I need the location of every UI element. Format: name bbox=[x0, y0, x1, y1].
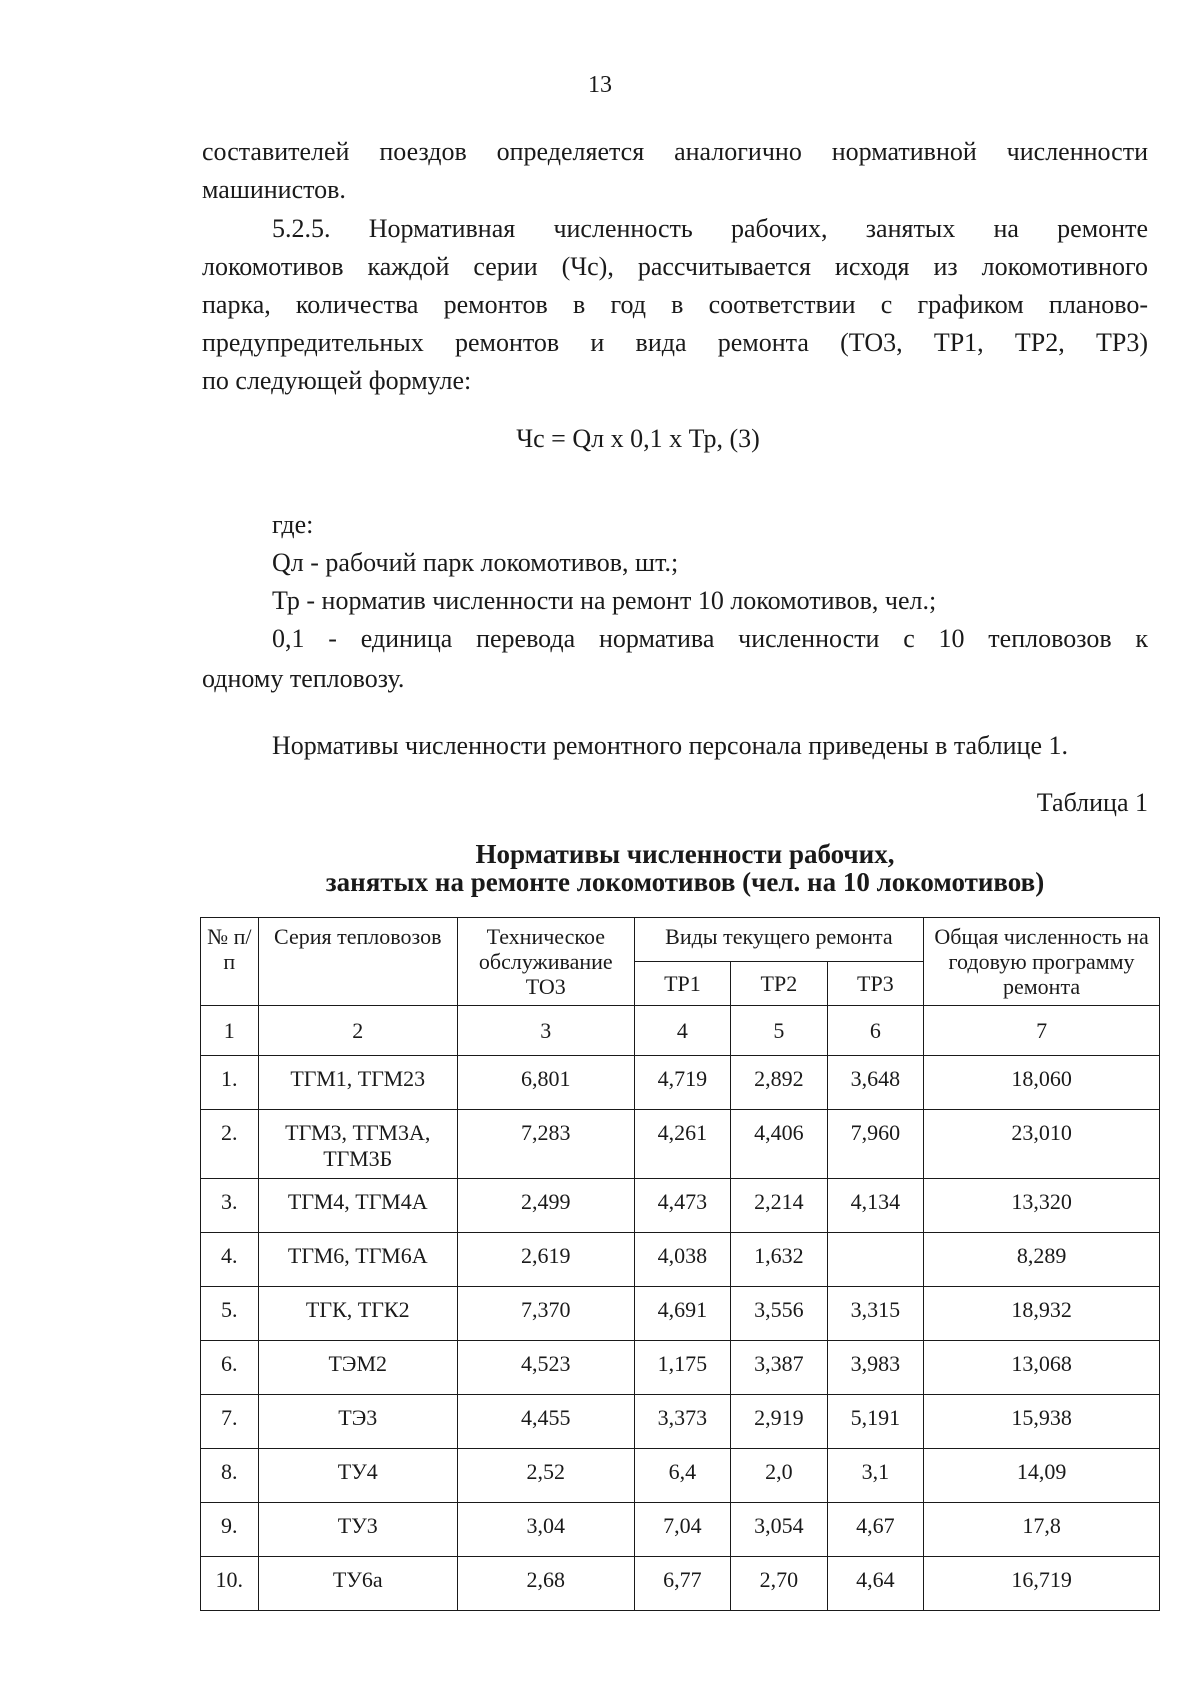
cell-tr3: 4,64 bbox=[827, 1557, 923, 1611]
definition-tr: Тр - норматив численности на ремонт 10 локомотивов, чел.; bbox=[272, 586, 937, 615]
cell-total: 15,938 bbox=[924, 1395, 1160, 1449]
header-tr1: ТР1 bbox=[634, 962, 730, 1006]
cell-series: ТГМ4, ТГМ4А bbox=[258, 1179, 457, 1233]
cell-total: 13,320 bbox=[924, 1179, 1160, 1233]
paragraph-line: 5.2.5. Нормативная численность рабочих, занятых на ремонте bbox=[272, 214, 1148, 243]
column-number: 5 bbox=[731, 1006, 827, 1056]
cell-tr3 bbox=[827, 1233, 923, 1287]
definition-line: одному тепловозу. bbox=[202, 664, 405, 693]
cell-tr1: 6,77 bbox=[634, 1557, 730, 1611]
header-repair-types: Виды текущего ремонта bbox=[634, 918, 923, 962]
norms-table bbox=[200, 917, 1160, 1611]
cell-tr3: 3,1 bbox=[827, 1449, 923, 1503]
header-to3: Техническое обслуживание ТО3 bbox=[457, 918, 634, 1006]
formula: Чс = Qл х 0,1 х Тр, (3) bbox=[516, 424, 760, 453]
cell-no: 6. bbox=[201, 1341, 259, 1395]
cell-no: 5. bbox=[201, 1287, 259, 1341]
cell-no: 9. bbox=[201, 1503, 259, 1557]
cell-tr1: 4,261 bbox=[634, 1110, 730, 1179]
definition-factor bbox=[202, 619, 1148, 699]
cell-to3: 2,619 bbox=[457, 1233, 634, 1287]
definition-ql: Qл - рабочий парк локомотивов, шт.; bbox=[272, 548, 679, 577]
column-number: 4 bbox=[634, 1006, 730, 1056]
cell-no: 1. bbox=[201, 1056, 259, 1110]
cell-tr1: 3,373 bbox=[634, 1395, 730, 1449]
cell-tr3: 7,960 bbox=[827, 1110, 923, 1179]
paragraph-line: локомотивов каждой серии (Чс), рассчитывается исходя из локомотивного bbox=[202, 252, 1148, 281]
header-no: № п/п bbox=[201, 918, 259, 1006]
paragraph-line: парка, количества ремонтов в год в соответствии с графиком планово- bbox=[202, 290, 1148, 319]
cell-tr3: 3,648 bbox=[827, 1056, 923, 1110]
cell-no: 3. bbox=[201, 1179, 259, 1233]
cell-tr1: 4,473 bbox=[634, 1179, 730, 1233]
header-tr3: ТР3 bbox=[827, 962, 923, 1006]
cell-series: ТЭМ2 bbox=[258, 1341, 457, 1395]
cell-tr2: 2,892 bbox=[731, 1056, 827, 1110]
caption-line: занятых на ремонте локомотивов (чел. на 10 локомотивов) bbox=[325, 867, 1045, 897]
cell-tr3: 4,67 bbox=[827, 1503, 923, 1557]
cell-series: ТГК, ТГК2 bbox=[258, 1287, 457, 1341]
cell-total: 13,068 bbox=[924, 1341, 1160, 1395]
header-total: Общая численность на годовую программу ремонта bbox=[924, 918, 1160, 1006]
cell-series: ТУ6а bbox=[258, 1557, 457, 1611]
cell-tr1: 4,691 bbox=[634, 1287, 730, 1341]
column-number-row bbox=[201, 1006, 1160, 1056]
cell-to3: 4,523 bbox=[457, 1341, 634, 1395]
cell-total: 14,09 bbox=[924, 1449, 1160, 1503]
cell-tr2: 3,054 bbox=[731, 1503, 827, 1557]
table-row bbox=[201, 1557, 1160, 1611]
cell-total: 18,932 bbox=[924, 1287, 1160, 1341]
cell-total: 8,289 bbox=[924, 1233, 1160, 1287]
cell-to3: 2,499 bbox=[457, 1179, 634, 1233]
table-row bbox=[201, 1287, 1160, 1341]
column-number: 1 bbox=[201, 1006, 259, 1056]
cell-no: 4. bbox=[201, 1233, 259, 1287]
where-label: где: bbox=[272, 510, 314, 539]
cell-no: 7. bbox=[201, 1395, 259, 1449]
header-series: Серия тепловозов bbox=[258, 918, 457, 1006]
cell-series: ТГМ1, ТГМ23 bbox=[258, 1056, 457, 1110]
table-row bbox=[201, 1341, 1160, 1395]
paragraph-line: составителей поездов определяется аналогично нормативной численности bbox=[202, 137, 1148, 166]
cell-total: 18,060 bbox=[924, 1056, 1160, 1110]
table-intro: Нормативы численности ремонтного персонала приведены в таблице 1. bbox=[272, 731, 1068, 760]
table-row bbox=[201, 1056, 1160, 1110]
paragraph-continuation bbox=[202, 133, 1148, 209]
table-row bbox=[201, 1233, 1160, 1287]
cell-to3: 7,370 bbox=[457, 1287, 634, 1341]
cell-tr1: 1,175 bbox=[634, 1341, 730, 1395]
cell-no: 8. bbox=[201, 1449, 259, 1503]
table-row bbox=[201, 1395, 1160, 1449]
cell-total: 17,8 bbox=[924, 1503, 1160, 1557]
cell-no: 10. bbox=[201, 1557, 259, 1611]
table-row bbox=[201, 1503, 1160, 1557]
table-row bbox=[201, 1179, 1160, 1233]
cell-series: ТГМ3, ТГМ3А, ТГМ3Б bbox=[258, 1110, 457, 1179]
table-caption bbox=[160, 840, 1200, 896]
cell-to3: 2,52 bbox=[457, 1449, 634, 1503]
cell-to3: 7,283 bbox=[457, 1110, 634, 1179]
cell-tr3: 4,134 bbox=[827, 1179, 923, 1233]
cell-tr2: 3,556 bbox=[731, 1287, 827, 1341]
cell-tr2: 4,406 bbox=[731, 1110, 827, 1179]
cell-tr1: 4,038 bbox=[634, 1233, 730, 1287]
cell-tr3: 3,315 bbox=[827, 1287, 923, 1341]
table-row bbox=[201, 1110, 1160, 1179]
cell-series: ТУ4 bbox=[258, 1449, 457, 1503]
cell-total: 16,719 bbox=[924, 1557, 1160, 1611]
paragraph-line: предупредительных ремонтов и вида ремонта (ТО3, ТР1, ТР2, ТР3) bbox=[202, 328, 1148, 357]
cell-tr2: 2,0 bbox=[731, 1449, 827, 1503]
paragraph-5-2-5 bbox=[202, 210, 1148, 400]
cell-to3: 6,801 bbox=[457, 1056, 634, 1110]
cell-tr2: 3,387 bbox=[731, 1341, 827, 1395]
column-number: 3 bbox=[457, 1006, 634, 1056]
paragraph-line: по следующей формуле: bbox=[202, 366, 472, 395]
caption-line: Нормативы численности рабочих, bbox=[475, 839, 895, 869]
page-number: 13 bbox=[588, 72, 612, 98]
cell-no: 2. bbox=[201, 1110, 259, 1179]
cell-series: ТУ3 bbox=[258, 1503, 457, 1557]
column-number: 6 bbox=[827, 1006, 923, 1056]
header-tr2: ТР2 bbox=[731, 962, 827, 1006]
cell-tr2: 2,70 bbox=[731, 1557, 827, 1611]
paragraph-line: машинистов. bbox=[202, 175, 346, 204]
cell-tr1: 4,719 bbox=[634, 1056, 730, 1110]
cell-total: 23,010 bbox=[924, 1110, 1160, 1179]
cell-to3: 2,68 bbox=[457, 1557, 634, 1611]
cell-series: ТЭ3 bbox=[258, 1395, 457, 1449]
table-label: Таблица 1 bbox=[1036, 788, 1148, 817]
cell-tr3: 5,191 bbox=[827, 1395, 923, 1449]
cell-tr1: 7,04 bbox=[634, 1503, 730, 1557]
definition-line: 0,1 - единица перевода норматива численности с 10 тепловозов к bbox=[272, 624, 1148, 653]
cell-tr2: 2,919 bbox=[731, 1395, 827, 1449]
table-row bbox=[201, 1449, 1160, 1503]
cell-series: ТГМ6, ТГМ6А bbox=[258, 1233, 457, 1287]
cell-to3: 3,04 bbox=[457, 1503, 634, 1557]
cell-to3: 4,455 bbox=[457, 1395, 634, 1449]
cell-tr2: 1,632 bbox=[731, 1233, 827, 1287]
column-number: 7 bbox=[924, 1006, 1160, 1056]
cell-tr2: 2,214 bbox=[731, 1179, 827, 1233]
cell-tr3: 3,983 bbox=[827, 1341, 923, 1395]
column-number: 2 bbox=[258, 1006, 457, 1056]
cell-tr1: 6,4 bbox=[634, 1449, 730, 1503]
